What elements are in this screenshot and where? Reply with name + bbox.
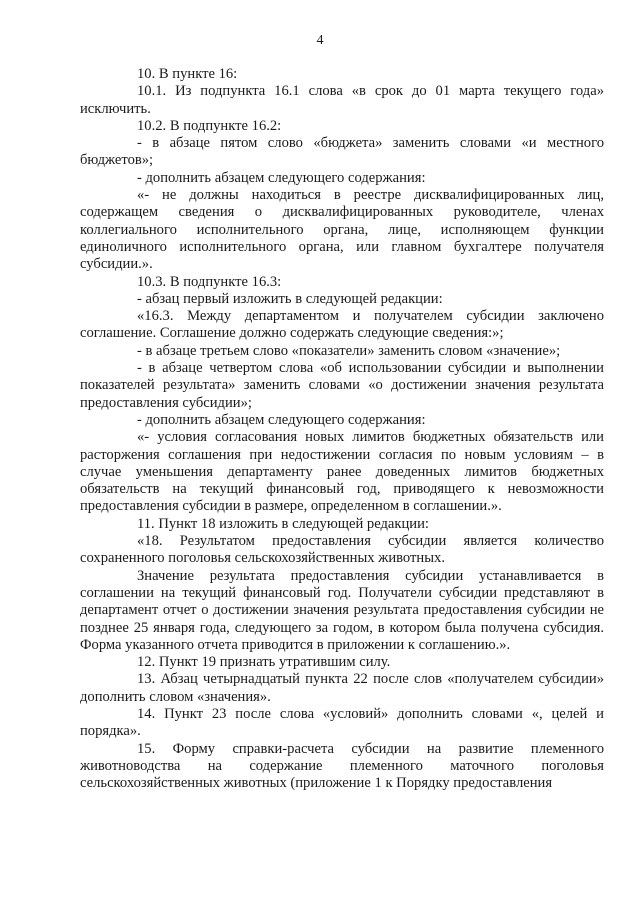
- page-number: 4: [316, 33, 324, 48]
- paragraph: 13. Абзац четырнадцатый пункта 22 после слов «получателем субсидии» дополнить словом «значения».: [80, 671, 604, 705]
- paragraph: - дополнить абзацем следующего содержания:: [137, 411, 426, 428]
- paragraph: 11. Пункт 18 изложить в следующей редакции:: [137, 515, 429, 532]
- paragraph: 10.1. Из подпункта 16.1 слова «в срок до 01 марта текущего года» исключить.: [80, 83, 604, 117]
- paragraph: 12. Пункт 19 признать утратившим силу.: [137, 654, 391, 671]
- paragraph: «- условия согласования новых лимитов бюджетных обязательств или расторжения соглашения при недостижении согласия по новым условиям – в случае уменьшения департаменту ранее доведенных лимитов бюджетных обязательств на текущий финансовый год, приводящего к невозможности предоставления субсидии в размере, определенном в соглашении.».: [80, 429, 604, 515]
- paragraph: 10.2. В подпункте 16.2:: [137, 117, 282, 134]
- paragraph: - в абзаце третьем слово «показатели» заменить словом «значение»;: [137, 342, 561, 359]
- paragraph: «- не должны находиться в реестре дисквалифицированных лиц, содержащем сведения о дисквалифицированных руководителе, членах коллегиального исполнительного органа, лице, исполняющем функции единоличного исполнительного органа, или главном бухгалтере получателя субсидии.».: [80, 187, 604, 273]
- paragraph: - дополнить абзацем следующего содержания:: [137, 169, 426, 186]
- paragraph: «16.3. Между департаментом и получателем субсидии заключено соглашение. Соглашение должно содержать следующие сведения:»;: [80, 308, 604, 342]
- paragraph: 14. Пункт 23 после слова «условий» дополнить словами «, целей и порядка».: [80, 705, 604, 740]
- paragraph: «18. Результатом предоставления субсидии является количество сохраненного поголовья сельскохозяйственных животных.: [80, 533, 604, 567]
- paragraph: - абзац первый изложить в следующей редакции:: [137, 290, 443, 307]
- paragraph: 15. Форму справки-расчета субсидии на развитие племенного животноводства на содержание племенного маточного поголовья сельскохозяйственных животных (приложение 1 к Порядку предоставления: [80, 740, 604, 792]
- document-body: [80, 66, 604, 792]
- paragraph: 10.3. В подпункте 16.3:: [137, 273, 282, 290]
- paragraph: 10. В пункте 16:: [137, 66, 238, 82]
- paragraph: - в абзаце пятом слово «бюджета» заменить словами «и местного бюджетов»;: [80, 135, 604, 169]
- paragraph: Значение результата предоставления субсидии устанавливается в соглашении на текущий финансовый год. Получатели субсидии представляют в департамент отчет о достижении значения результата предоставления субсидии не позднее 25 января года, следующего за годом, в котором была получена субсидия. Форма указанного отчета приводится в приложении к соглашению.».: [80, 567, 604, 653]
- paragraph: - в абзаце четвертом слова «об использовании субсидии и выполнении показателей результата» заменить словами «о достижении значения результата предоставления субсидии»;: [80, 360, 604, 411]
